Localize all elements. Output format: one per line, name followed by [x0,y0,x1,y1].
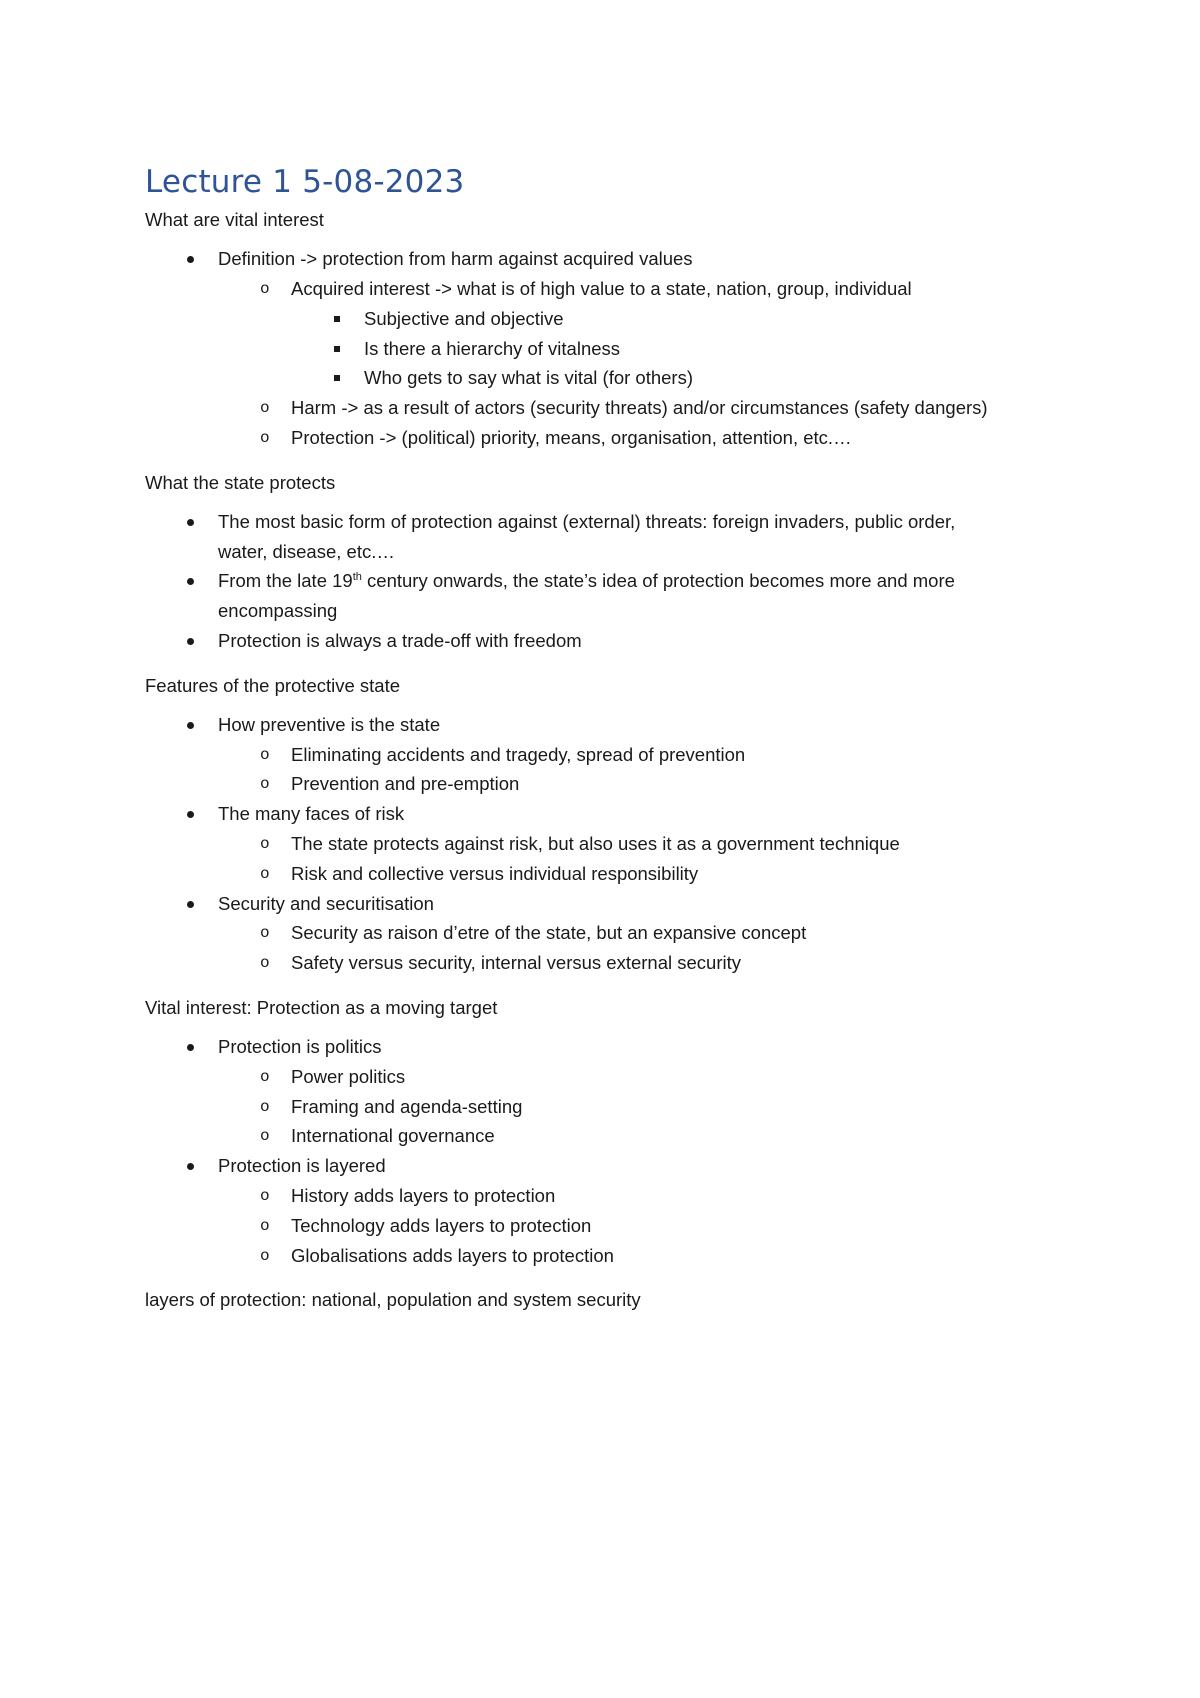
bullet-list [145,710,1075,978]
list-item-text: Protection is always a trade-off with freedom [218,629,582,651]
list-item [218,423,1075,453]
list-item-text: Protection is politics [218,1035,382,1057]
bullet-dot-icon [187,256,194,263]
section-state-protects [145,470,1075,656]
list-item-text: Subjective and objective [364,307,564,329]
list-item-text: International governance [291,1125,495,1147]
bullet-circle-icon: o [260,745,270,764]
bullet-dot-icon [187,722,194,729]
list-item [218,1211,1075,1241]
list-item [218,829,1075,859]
list-item [145,626,1075,656]
sub-list [218,274,1075,453]
list-item [218,859,1075,889]
list-item [291,304,1075,334]
list-item-text: Prevention and pre-emption [291,773,520,795]
list-item-text: Safety versus security, internal versus external security [291,952,741,974]
list-item [218,1181,1075,1211]
list-item-text: History adds layers to protection [291,1184,556,1206]
text-segment: From the late 19 [218,570,353,592]
list-item [145,710,1075,799]
bullet-list [145,507,1075,656]
list-item [291,363,1075,393]
list-item [145,244,1075,453]
list-item [218,1121,1075,1151]
list-item-text: The state protects against risk, but also uses it as a government technique [291,832,900,854]
bullet-dot-icon [187,1044,194,1051]
list-item [145,889,1075,978]
closing-line: layers of protection: national, population and system security [145,1289,641,1311]
document-body [145,164,1075,1324]
bullet-dot-icon [187,1163,194,1170]
bullet-circle-icon: o [260,834,270,853]
section-heading: Features of the protective state [145,674,401,696]
bullet-dot-icon [187,578,194,585]
section-moving-target [145,995,1075,1270]
list-item [145,1032,1075,1151]
sub-sub-list [291,304,1075,393]
sub-list [218,1062,1075,1151]
list-item-text: Is there a hierarchy of vitalness [364,337,621,359]
bullet-circle-icon: o [260,924,270,943]
bullet-circle-icon: o [260,1067,270,1086]
sub-list [218,918,1075,978]
section-protective-state [145,673,1075,978]
bullet-circle-icon: o [260,775,270,794]
list-item-text: Security and securitisation [218,892,434,914]
section-heading: What are vital interest [145,209,324,231]
list-item [218,393,1075,423]
list-item [145,566,1075,626]
bullet-circle-icon: o [260,399,270,418]
list-item [218,948,1075,978]
list-item-text: Power politics [291,1065,406,1087]
superscript: th [352,571,362,584]
list-item [218,1062,1075,1092]
bullet-circle-icon: o [260,954,270,973]
bullet-circle-icon: o [260,1246,270,1265]
list-item-text: Acquired interest -> what is of high value to a state, nation, group, individual [291,277,912,299]
text-segment: century onwards, the state’s idea of protection becomes more and more [361,570,955,592]
list-item-text: Technology adds layers to protection [291,1214,592,1236]
list-item [145,799,1075,888]
list-item [145,507,1075,567]
list-item-text: Framing and agenda-setting [291,1095,523,1117]
bullet-square-icon [334,316,340,322]
list-item-text: Harm -> as a result of actors (security threats) and/or circumstances (safety dangers) [291,397,988,419]
sub-list [218,829,1075,889]
list-item-text: Risk and collective versus individual responsibility [291,862,699,884]
list-item [218,1241,1075,1271]
list-item-text: Protection is layered [218,1155,386,1177]
list-item-text [218,566,1075,596]
bullet-dot-icon [187,638,194,645]
list-item-text: Protection -> (political) priority, means, organisation, attention, etc.… [291,426,852,448]
document-title: Lecture 1 5-08-2023 [145,164,465,200]
sub-list [218,740,1075,800]
sub-list [218,1181,1075,1270]
bullet-square-icon [334,346,340,352]
list-item [145,1151,1075,1270]
list-item-text-continued: encompassing [218,600,338,622]
bullet-circle-icon: o [260,1186,270,1205]
list-item-text: Eliminating accidents and tragedy, spread of prevention [291,743,746,765]
list-item [218,769,1075,799]
bullet-dot-icon [187,811,194,818]
list-item-text: The many faces of risk [218,803,405,825]
list-item [291,334,1075,364]
bullet-list [145,244,1075,453]
section-vital-interest [145,207,1075,453]
bullet-circle-icon: o [260,1097,270,1116]
list-item [218,740,1075,770]
list-item-text: Security as raison d’etre of the state, but an expansive concept [291,922,807,944]
bullet-square-icon [334,375,340,381]
section-heading: Vital interest: Protection as a moving target [145,996,498,1018]
list-item-text: Who gets to say what is vital (for others) [364,367,694,389]
list-item-text: Definition -> protection from harm against acquired values [218,248,693,270]
list-item [218,1092,1075,1122]
list-item [218,918,1075,948]
list-item-text-continued: water, disease, etc.… [218,540,395,562]
section-heading: What the state protects [145,471,336,493]
list-item [218,274,1075,393]
list-item-text: How preventive is the state [218,713,441,735]
list-item-text: Globalisations adds layers to protection [291,1244,614,1266]
bullet-circle-icon: o [260,428,270,447]
bullet-list [145,1032,1075,1270]
bullet-dot-icon [187,519,194,526]
bullet-circle-icon: o [260,864,270,883]
list-item-text: The most basic form of protection against (external) threats: foreign invaders, public order, [218,510,956,532]
bullet-circle-icon: o [260,279,270,298]
bullet-dot-icon [187,901,194,908]
bullet-circle-icon: o [260,1216,270,1235]
bullet-circle-icon: o [260,1127,270,1146]
